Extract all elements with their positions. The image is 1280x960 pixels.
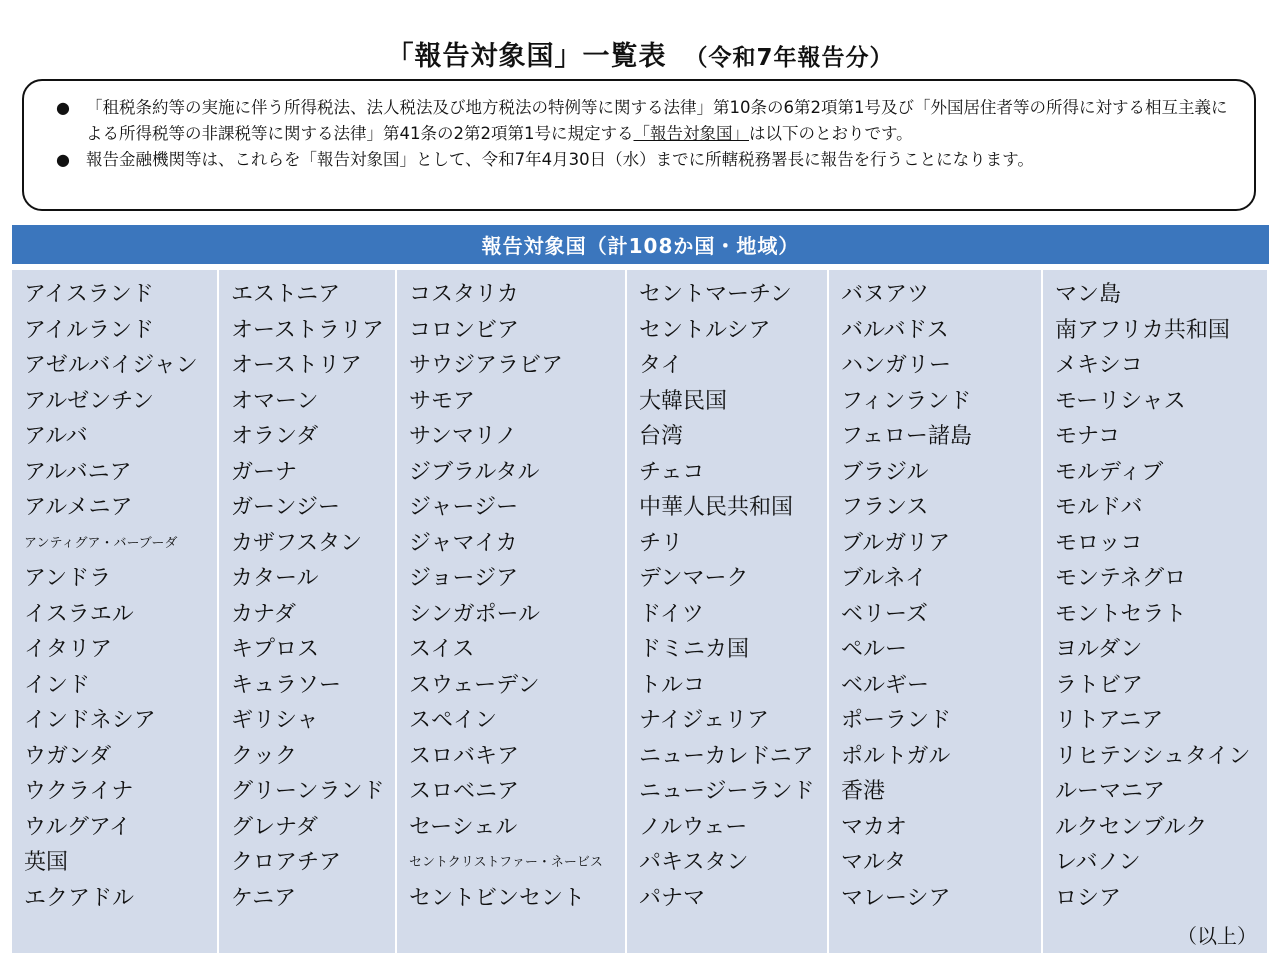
country-item: クロアチア — [231, 850, 342, 875]
country-item: アンドラ — [24, 566, 112, 591]
country-item: ルーマニア — [1055, 779, 1166, 804]
country-item: ルクセンブルク — [1055, 814, 1208, 840]
country-item: 南アフリカ共和国 — [1055, 317, 1230, 343]
country-item: カザフスタン — [231, 530, 363, 556]
country-item: チリ — [639, 530, 684, 556]
country-item: マカオ — [841, 814, 908, 840]
country-item: ポーランド — [841, 708, 952, 733]
country-item: ジャマイカ — [409, 530, 518, 556]
table-column — [12, 270, 219, 953]
country-item: 台湾 — [639, 424, 684, 449]
country-item: モルドバ — [1055, 495, 1143, 520]
table-column — [219, 270, 397, 953]
country-item: イタリア — [24, 637, 113, 662]
country-item: モントセラト — [1055, 601, 1187, 627]
country-item: パナマ — [639, 885, 706, 911]
title-text: 「報告対象国」一覧表 — [386, 41, 667, 72]
country-item: キュラソー — [231, 672, 342, 698]
country-item: アイルランド — [24, 317, 155, 343]
country-item: カタール — [231, 566, 319, 591]
country-item: ノルウェー — [639, 814, 748, 840]
country-item: メキシコ — [1055, 353, 1143, 378]
country-item: トルコ — [639, 672, 706, 698]
country-item: サウジアラビア — [409, 353, 564, 378]
country-item: ベリーズ — [841, 601, 928, 627]
country-item: ウガンダ — [24, 743, 112, 769]
country-table — [12, 270, 1269, 953]
country-item: ウルグアイ — [24, 814, 131, 840]
country-item: オランダ — [231, 424, 319, 449]
country-item: オマーン — [231, 388, 319, 414]
country-item: スイス — [409, 637, 475, 662]
country-item: ニュージーランド — [639, 779, 815, 804]
country-item: コロンビア — [409, 317, 520, 343]
page-title — [0, 34, 1280, 73]
country-item: ロシア — [1055, 885, 1122, 911]
country-item: インド — [24, 672, 91, 698]
country-item: 大韓民国 — [639, 388, 728, 414]
country-item: ブルガリア — [841, 530, 951, 556]
country-item: セントマーチン — [639, 282, 792, 307]
country-item: ペルー — [841, 637, 908, 662]
notice-text-1a: 「租税条約等の実施に伴う所得税法、法人税法及び地方税法の特例等に関する法律」第10条の6第2項第1号及び「外国居住者等の所得に対する相互主義による所得税等の非課税等に関する法律」第41条の2第2項第1号に規定する — [86, 98, 1228, 143]
country-item: バルバドス — [841, 317, 949, 343]
country-item: グリーンランド — [231, 779, 385, 804]
country-item: ウクライナ — [24, 779, 134, 804]
country-item: モンテネグロ — [1055, 566, 1187, 591]
country-item: ニューカレドニア — [639, 743, 814, 769]
country-item: タイ — [639, 353, 683, 378]
country-item: モロッコ — [1055, 530, 1143, 556]
country-item: キプロス — [231, 637, 320, 662]
country-item: エストニア — [231, 282, 341, 307]
country-item: ハンガリー — [841, 353, 952, 378]
country-item: ラトビア — [1055, 672, 1144, 698]
country-item: アゼルバイジャン — [24, 353, 198, 378]
country-item: ケニア — [231, 885, 297, 911]
country-item: フィンランド — [841, 388, 972, 414]
country-item: エクアドル — [24, 885, 135, 911]
country-item: スウェーデン — [409, 672, 540, 698]
country-item: ガーナ — [231, 459, 298, 485]
country-item: リトアニア — [1055, 708, 1164, 733]
notice-term: 「報告対象国」 — [633, 124, 749, 143]
country-item: クック — [231, 743, 298, 769]
country-item: カナダ — [231, 601, 296, 627]
country-item: サモア — [409, 388, 476, 414]
country-item: セントビンセント — [409, 885, 586, 911]
country-item: マン島 — [1055, 282, 1122, 307]
end-note: （以上） — [1177, 924, 1257, 948]
country-item: フランス — [841, 495, 929, 520]
country-item: オーストラリア — [231, 317, 384, 343]
notice-item-2 — [56, 147, 1234, 173]
country-item: ブルネイ — [841, 566, 928, 591]
notice-box — [22, 79, 1256, 211]
country-item: ヨルダン — [1055, 637, 1143, 662]
notice-item-1 — [56, 95, 1234, 147]
country-item: セントクリストファー・ネービス — [409, 855, 603, 870]
country-item: スロベニア — [409, 779, 520, 804]
country-item: ギリシャ — [231, 708, 319, 733]
country-item: ナイジェリア — [639, 708, 770, 733]
country-item: グレナダ — [231, 814, 318, 840]
country-item: イスラエル — [24, 601, 134, 627]
country-item: ジャージー — [409, 495, 519, 520]
country-item: パキスタン — [639, 850, 749, 875]
country-item: ジブラルタル — [409, 459, 540, 485]
country-item: ドミニカ国 — [639, 637, 750, 662]
country-item: リヒテンシュタイン — [1055, 743, 1251, 769]
country-item: マレーシア — [841, 885, 951, 911]
country-item: セーシェル — [409, 814, 518, 840]
country-item: インドネシア — [24, 708, 156, 733]
country-item: オーストリア — [231, 353, 362, 378]
country-item: スロバキア — [409, 743, 520, 769]
notice-text-1b: は以下のとおりです。 — [749, 124, 913, 143]
notice-text-2: 報告金融機関等は、これらを「報告対象国」として、令和7年4月30日（水）までに所轄税務署長に報告を行うことになります。 — [86, 150, 1034, 169]
country-item: モルディブ — [1055, 459, 1164, 485]
country-item: アンティグア・バーブーダ — [24, 535, 178, 551]
country-item: シンガポール — [409, 601, 541, 627]
subtitle-text: （令和7年報告分） — [684, 45, 894, 71]
country-item: ベルギー — [841, 672, 930, 698]
country-item: バヌアツ — [841, 282, 930, 307]
table-column — [829, 270, 1043, 953]
country-item: デンマーク — [639, 566, 749, 591]
country-item: サンマリノ — [409, 424, 518, 449]
table-column — [627, 270, 829, 953]
country-item: 中華人民共和国 — [639, 495, 794, 520]
country-item: フェロー諸島 — [841, 424, 972, 449]
country-item: アルメニア — [24, 495, 133, 520]
table-column — [1043, 270, 1269, 953]
table-header: 報告対象国（計108か国・地域） — [12, 225, 1269, 267]
country-item: ポルトガル — [841, 743, 951, 769]
country-item: レバノン — [1055, 850, 1141, 875]
country-item: 英国 — [24, 850, 69, 875]
country-item: ドイツ — [639, 601, 704, 627]
country-item: チェコ — [639, 459, 705, 485]
country-item: ジョージア — [409, 566, 519, 591]
country-item: ブラジル — [841, 459, 929, 485]
country-item: マルタ — [841, 850, 907, 875]
country-item: モナコ — [1055, 424, 1121, 449]
country-item: モーリシャス — [1055, 388, 1186, 414]
country-item: アイスランド — [24, 282, 154, 307]
country-item: 香港 — [841, 779, 886, 804]
table-column — [397, 270, 627, 953]
bullet-icon: ● — [56, 98, 70, 117]
country-item: コスタリカ — [409, 282, 519, 307]
country-item: アルゼンチン — [24, 388, 155, 414]
country-item: ガーンジー — [231, 495, 341, 520]
country-item: セントルシア — [639, 317, 771, 343]
bullet-icon: ● — [56, 150, 70, 169]
country-item: アルバ — [24, 424, 88, 449]
country-item: スペイン — [409, 708, 498, 733]
country-item: アルバニア — [24, 459, 132, 485]
